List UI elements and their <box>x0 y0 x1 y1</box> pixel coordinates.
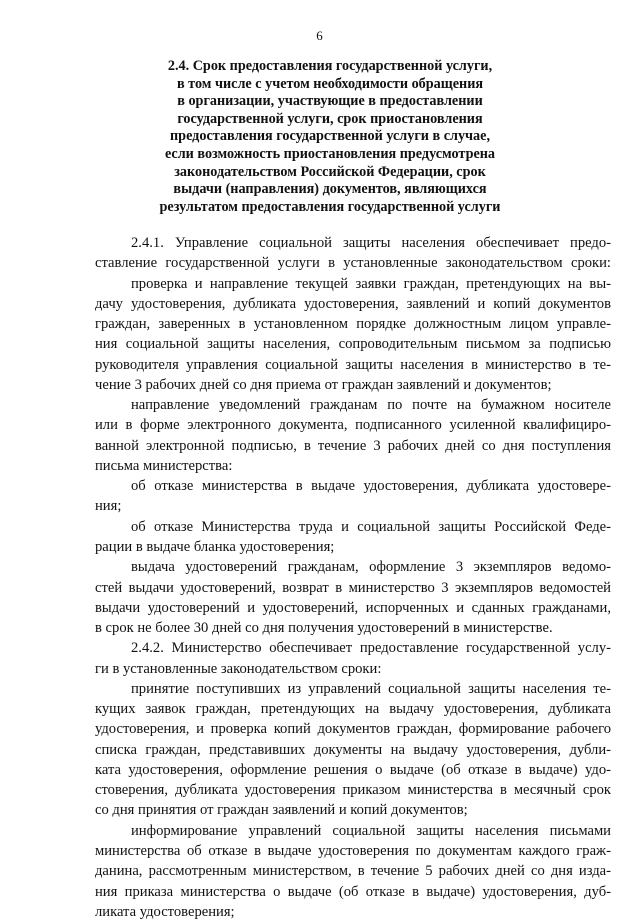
paragraph-line: ния; <box>95 498 122 515</box>
paragraph-line: в срок не более 30 дней со дня получения удостоверений в министерстве. <box>95 620 553 637</box>
paragraph-line: ги в установленные законодательством сроки: <box>95 660 382 677</box>
section-heading <box>95 58 565 216</box>
paragraph-line: об отказе Министерства труда и социальной защиты Российской Феде- <box>131 518 611 535</box>
heading-line: выдачи (направления) документов, являющихся <box>173 181 487 198</box>
paragraph-line: со дня принятия от граждан заявлений и копий документов; <box>95 802 468 819</box>
heading-line: в том числе с учетом необходимости обращения <box>176 75 484 92</box>
paragraph-line: ния социальной защиты населения, сопроводительным письмом за подписью <box>95 336 611 353</box>
paragraph-line: принятие поступивших из управлений социальной защиты населения те- <box>131 680 611 697</box>
heading-line: государственной услуги, срок приостановления <box>177 110 483 127</box>
paragraph-line: списка граждан, представивших документы на выдачу удостоверения, дубли- <box>95 741 611 758</box>
paragraph-line: об отказе министерства в выдаче удостоверения, дубликата удостовере- <box>131 478 611 495</box>
paragraph-line: выдачи удостоверений и удостоверений, испорченных и сданных гражданами, <box>95 599 611 616</box>
paragraph-line: письма министерства: <box>95 457 233 474</box>
body-text <box>95 233 611 922</box>
paragraph-line: или в форме электронного документа, подписанного усиленной квалифициро- <box>95 417 611 434</box>
heading-line: если возможность приостановления предусмотрена <box>164 145 496 162</box>
paragraph-line: граждан, заверенных в установленном порядке должностным лицом управле- <box>95 316 611 333</box>
paragraph-line: ликата удостоверения; <box>95 903 235 920</box>
paragraph-line: министерства об отказе в выдаче удостоверения по документам каждого граж- <box>95 842 611 859</box>
paragraph-line: руководителя управления социальной защиты населения в министерство в те- <box>95 356 611 373</box>
paragraph-line: 2.4.2. Министерство обеспечивает предоставление государственной услу- <box>131 640 611 657</box>
paragraph-line: 2.4.1. Управление социальной защиты населения обеспечивает предо- <box>131 235 611 251</box>
paragraph-line: удостоверения, и проверка копий документов граждан, формирование рабочего <box>95 721 611 738</box>
paragraph-line: дачу удостоверения, дубликата удостоверения, заявлений и копий документов <box>95 295 611 312</box>
paragraph-line: кущих заявок граждан, претендующих на выдачу удостоверения, дубликата <box>95 701 611 718</box>
heading-line: результатом предоставления государственной услуги <box>159 198 501 215</box>
heading-line: законодательством Российской Федерации, срок <box>174 163 486 180</box>
heading-line: предоставления государственной услуги в случае, <box>170 128 490 145</box>
heading-line: 2.4. Срок предоставления государственной услуги, <box>167 58 493 74</box>
paragraph-line: данина, рассмотренным министерством, в течение 5 рабочих дней со дня изда- <box>95 863 611 880</box>
paragraph-line: проверка и направление текущей заявки граждан, претендующих на вы- <box>131 275 611 292</box>
page-number: 6 <box>316 28 323 43</box>
heading-line: в организации, участвующие в предоставлении <box>177 93 483 110</box>
paragraph-line: ката удостоверения, оформление решения о выдаче (об отказе в выдаче) удо- <box>95 761 611 778</box>
paragraph-line: стей выдачи удостоверений, возврат в министерство 3 экземпляров ведомостей <box>95 579 611 596</box>
paragraph-line: стоверения, дубликата удостоверения приказом министерства в месячный срок <box>95 782 611 799</box>
paragraph-line: чение 3 рабочих дней со дня приема от граждан заявлений и документов; <box>95 376 552 393</box>
paragraph-line: выдача удостоверений гражданам, оформление 3 экземпляров ведомо- <box>131 559 611 576</box>
paragraph-line: информирование управлений социальной защиты населения письмами <box>131 822 611 839</box>
paragraph-line: рации в выдаче бланка удостоверения; <box>95 538 335 555</box>
paragraph-line: ванной электронной подписью, в течение 3 рабочих дней со дня поступления <box>95 437 611 454</box>
paragraph-line: ния приказа министерства о выдаче (об отказе в выдаче) удостоверения, дуб- <box>95 883 611 900</box>
paragraph-line: ставление государственной услуги в установленные законодательством сроки: <box>95 255 611 272</box>
paragraph-line: направление уведомлений гражданам по почте на бумажном носителе <box>131 397 611 414</box>
